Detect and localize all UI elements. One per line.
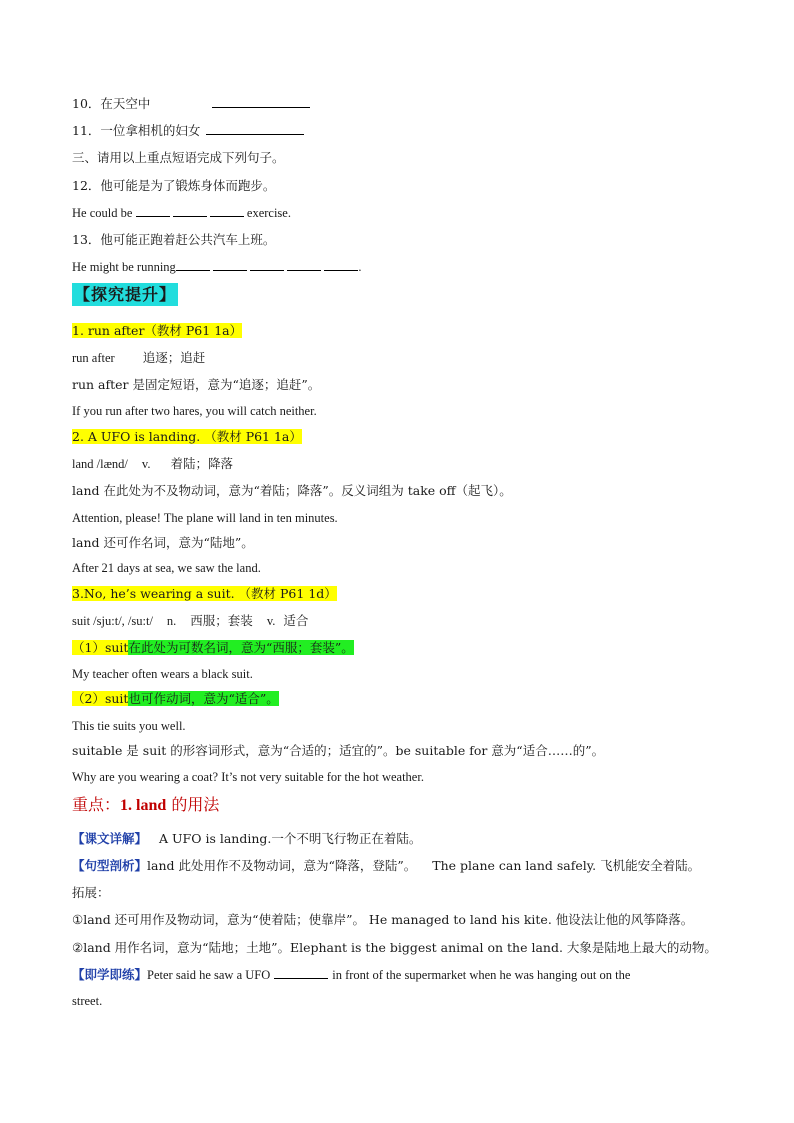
point-1-example: If you run after two hares, you will catch neither. [72,404,317,418]
answer-blank[interactable] [176,258,210,271]
keypoint-extend-2: ②land 用作名词，意为“陆地；土地”。Elephant is the biggest animal on the land. 大象是陆地上最大的动物。 [72,940,717,955]
answer-blank[interactable] [213,258,247,271]
point-3-example-3: Why are you wearing a coat? It’s not very suitable for the hot weather. [72,770,424,784]
question-12-en: He could be exercise. [72,206,291,220]
answer-blank[interactable] [274,966,328,979]
question-13-en: He might be running . [72,260,362,274]
answer-blank[interactable] [210,204,244,217]
point-3-explanation: suitable 是 suit 的形容词形式，意为“合适的；适宜的”。be suitable for 意为“适合……的”。 [72,743,605,758]
keypoint-heading: 重点：1. land 的用法 [72,795,220,814]
point-2-heading: 2. A UFO is landing. （教材 P61 1a） [72,429,302,444]
keypoint-practice: 【即学即练】Peter said he saw a UFO in front of the supermarket when he was hanging out on the [72,967,631,982]
vocab-item-11: 11．一位拿相机的妇女 [72,122,304,140]
explore-section-title: 【探究提升】 [74,285,177,304]
section-3-title: 三、请用以上重点短语完成下列句子。 [72,150,285,165]
point-3-sub-2: （2）suit也可作动词，意为“适合”。 [72,691,279,706]
point-2-explanation: land 在此处为不及物动词，意为“着陆；降落”。反义词组为 take off（起飞）。 [72,483,512,498]
question-12-cn: 12．他可能是为了锻炼身体而跑步。 [72,178,276,193]
answer-blank[interactable] [136,204,170,217]
point-3-sub-1: （1）suit在此处为可数名词，意为“西服；套装”。 [72,640,354,655]
point-3-definition: suit /sju:t/, /su:t/ n. 西服；套装 v. 适合 [72,613,309,628]
point-2-explanation-2: land 还可作名词，意为“陆地”。 [72,535,254,550]
answer-blank[interactable] [212,95,310,108]
answer-blank[interactable] [324,258,358,271]
keypoint-extend-1: ①land 还可用作及物动词，意为“使着陆；使靠岸”。 He managed to land his kite. 他设法让他的风筝降落。 [72,912,694,927]
keypoint-sentence-analysis: 【句型剖析】land 此处用作不及物动词，意为“降落，登陆”。 The plane can land safely. 飞机能安全着陆。 [72,858,701,873]
point-2-example-1: Attention, please! The plane will land in ten minutes. [72,511,338,525]
keypoint-text-explanation: 【课文详解】 A UFO is landing.一个不明飞行物正在着陆。 [72,831,422,846]
answer-blank[interactable] [206,122,304,135]
keypoint-extend-label: 拓展： [72,885,110,900]
point-2-definition: land /lænd/ v. 着陆；降落 [72,456,233,471]
point-1-heading: 1. run after（教材 P61 1a） [72,323,243,338]
answer-blank[interactable] [287,258,321,271]
point-1-definition: run after 追逐；追赶 [72,350,206,365]
vocab-item-10: 10．在天空中 [72,95,310,113]
question-13-cn: 13．他可能正跑着赶公共汽车上班。 [72,232,276,247]
keypoint-practice-cont: street. [72,994,103,1008]
point-1-explanation: run after 是固定短语，意为“追逐；追赶”。 [72,377,321,392]
point-3-example-1: My teacher often wears a black suit. [72,667,253,681]
point-3-heading: 3.No, he’s wearing a suit. （教材 P61 1d） [72,586,337,601]
point-3-example-2: This tie suits you well. [72,719,186,733]
answer-blank[interactable] [173,204,207,217]
point-2-example-2: After 21 days at sea, we saw the land. [72,561,261,575]
answer-blank[interactable] [250,258,284,271]
